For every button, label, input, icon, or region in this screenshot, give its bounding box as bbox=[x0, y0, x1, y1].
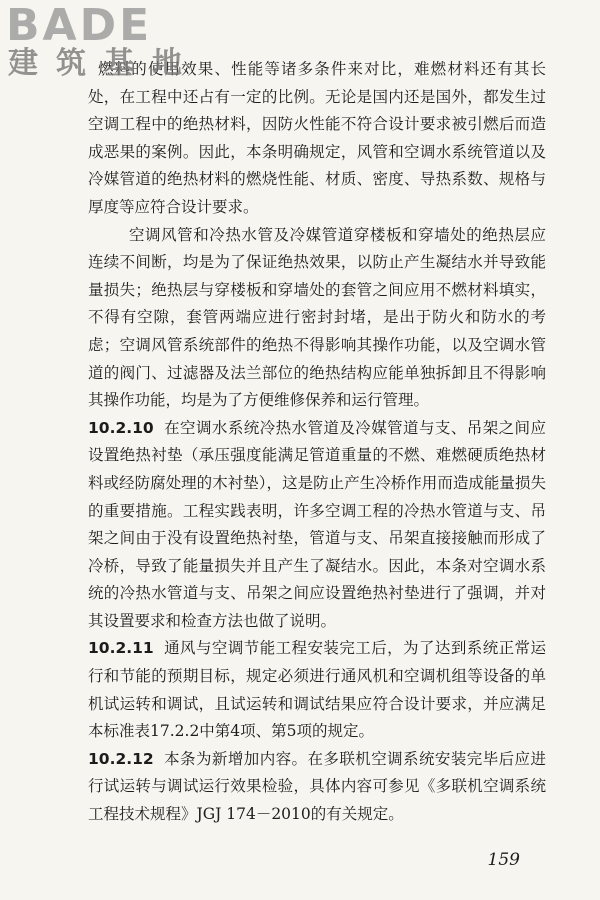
paragraph-text: 通风与空调节能工程安装完工后，为了达到系统正常运行和节能的预期目标，规定必须进行通风机和空调机组等设备的单机试运转和调试，且试运转和调试结果应符合设计要求，并应满足本标准表17.2.2中第4项、第5项的规定。 bbox=[88, 639, 546, 741]
clause-10-2-10 bbox=[88, 415, 546, 636]
paragraph-2 bbox=[88, 222, 546, 415]
watermark-logo bbox=[6, 0, 200, 81]
clause-number: 10.2.11 bbox=[88, 639, 154, 658]
logo-cjk-text: 建筑基地 bbox=[8, 46, 200, 81]
paragraph-text: 本条为新增加内容。在多联机空调系统安装完毕后应进行试运转与调试运行效果检验，具体内容可参见《多联机空调系统工程技术规程》JGJ 174－2010的有关规定。 bbox=[88, 749, 546, 824]
paragraph-text: 燃料的使用效果、性能等诸多条件来对比，难燃材料还有其长处，在工程中还占有一定的比例。无论是国内还是国外，都发生过空调工程中的绝热材料，因防火性能不符合设计要求被引燃后而造成恶果的案例。因此，本条明确规定，风管和空调水系统管道以及冷媒管道的绝热材料的燃烧性能、材质、密度、导热系数、规格与厚度等应符合设计要求。 bbox=[88, 60, 546, 216]
clause-number: 10.2.12 bbox=[88, 749, 154, 768]
logo-latin-text: BADE bbox=[6, 0, 153, 51]
page-number: 159 bbox=[487, 850, 520, 870]
paragraph-text: 空调风管和冷热水管及冷媒管道穿楼板和穿墙处的绝热层应连续不间断，均是为了保证绝热效果，以防止产生凝结水并导致能量损失；绝热层与穿楼板和穿墙处的套管之间应用不燃材料填实，不得有空隙，套管两端应进行密封封堵，是出于防火和防水的考虑；空调风管系统部件的绝热不得影响其操作功能，以及空调水管道的阀门、过滤器及法兰部位的绝热结构应能单独拆卸且不得影响其操作功能，均是为了方便维修保养和运行管理。 bbox=[88, 225, 546, 410]
clause-number: 10.2.10 bbox=[88, 418, 154, 437]
clause-10-2-12 bbox=[88, 746, 546, 829]
clause-10-2-11 bbox=[88, 635, 546, 745]
paragraph-text: 在空调水系统冷热水管道及冷媒管道与支、吊架之间应设置绝热衬垫（承压强度能满足管道重量的不燃、难燃硬质绝热材料或经防腐处理的木衬垫），这是防止产生冷桥作用而造成能量损失的重要措施。工程实践表明，许多空调工程的冷热水管道与支、吊架之间由于没有设置绝热衬垫，管道与支、吊架直接接触而形成了冷桥，导致了能量损失并且产生了凝结水。因此，本条对空调水系统的冷热水管道与支、吊架之间应设置绝热衬垫进行了强调，并对其设置要求和检查方法也做了说明。 bbox=[88, 418, 546, 630]
document-body bbox=[88, 56, 546, 829]
